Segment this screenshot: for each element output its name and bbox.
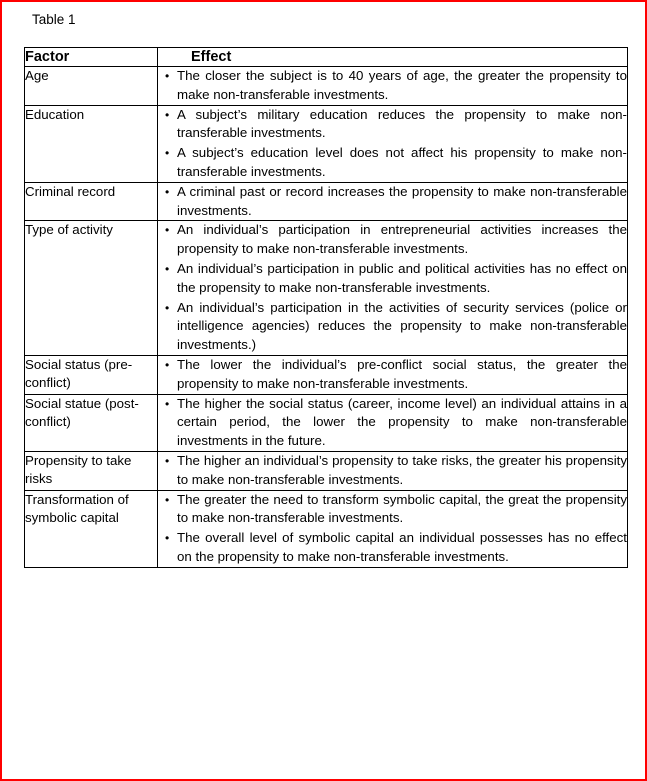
factor-cell: Transformation of symbolic capital — [25, 490, 158, 567]
effect-bullet-list — [158, 67, 627, 105]
factor-cell: Type of activity — [25, 221, 158, 356]
effect-bullet-item: • The higher an individual’s propensity to take risks, the greater his propensity to make non-transferable investments. — [177, 452, 627, 490]
effect-bullet-item: • A subject’s military education reduces the propensity to make non-transferable investments. — [177, 106, 627, 144]
effect-bullet-list — [158, 491, 627, 567]
effect-bullet-list — [158, 183, 627, 221]
effect-cell — [158, 394, 628, 451]
table-header — [25, 48, 628, 67]
effect-bullet-item: • An individual’s participation in the activities of security services (police or intelligence agencies) reduces the propensity to make non-transferable investments.) — [177, 299, 627, 355]
effect-bullet-list — [158, 106, 627, 182]
effect-bullet-item: • The closer the subject is to 40 years of age, the greater the propensity to make non-transferable investments. — [177, 67, 627, 105]
effect-cell — [158, 67, 628, 106]
table-caption: Table 1 — [32, 12, 76, 27]
table-body — [25, 67, 628, 568]
factor-cell: Education — [25, 105, 158, 182]
table-row — [25, 355, 628, 394]
factor-cell: Social status (pre-conflict) — [25, 355, 158, 394]
effect-bullet-item: • The greater the need to transform symbolic capital, the great the propensity to make non-transferable investments. — [177, 491, 627, 529]
effect-cell — [158, 221, 628, 356]
effect-bullet-list — [158, 221, 627, 355]
effect-cell — [158, 105, 628, 182]
effect-bullet-item: • A criminal past or record increases the propensity to make non-transferable investments. — [177, 183, 627, 221]
effect-bullet-item: • The lower the individual’s pre-conflict social status, the greater the propensity to make non-transferable investments. — [177, 356, 627, 394]
factor-cell: Age — [25, 67, 158, 106]
table-row — [25, 490, 628, 567]
effect-bullet-list — [158, 452, 627, 490]
effect-bullet-list — [158, 395, 627, 451]
effect-bullet-item: • An individual’s participation in entrepreneurial activities increases the propensity to make non-transferable investments. — [177, 221, 627, 259]
effect-cell — [158, 451, 628, 490]
effect-bullet-item: • An individual’s participation in public and political activities has no effect on the propensity to make non-transferable investments. — [177, 260, 627, 298]
effect-bullet-item: • The higher the social status (career, income level) an individual attains in a certain period, the lower the propensity to make non-transferable investments in the future. — [177, 395, 627, 451]
effect-bullet-list — [158, 356, 627, 394]
table-row — [25, 67, 628, 106]
table-row — [25, 451, 628, 490]
effect-bullet-item: • The overall level of symbolic capital an individual possesses has no effect on the propensity to make non-transferable investments. — [177, 529, 627, 567]
column-header-factor: Factor — [25, 48, 158, 67]
table-header-row — [25, 48, 628, 67]
factor-effect-table — [24, 47, 628, 568]
factor-cell: Social statue (post-conflict) — [25, 394, 158, 451]
table-row — [25, 221, 628, 356]
table-row — [25, 182, 628, 221]
table-row — [25, 105, 628, 182]
factor-cell: Propensity to take risks — [25, 451, 158, 490]
effect-bullet-item: • A subject’s education level does not affect his propensity to make non-transferable investments. — [177, 144, 627, 182]
column-header-effect: Effect — [158, 48, 628, 67]
table-container — [24, 47, 627, 568]
table-row — [25, 394, 628, 451]
factor-cell: Criminal record — [25, 182, 158, 221]
effect-cell — [158, 490, 628, 567]
effect-cell — [158, 355, 628, 394]
effect-cell — [158, 182, 628, 221]
